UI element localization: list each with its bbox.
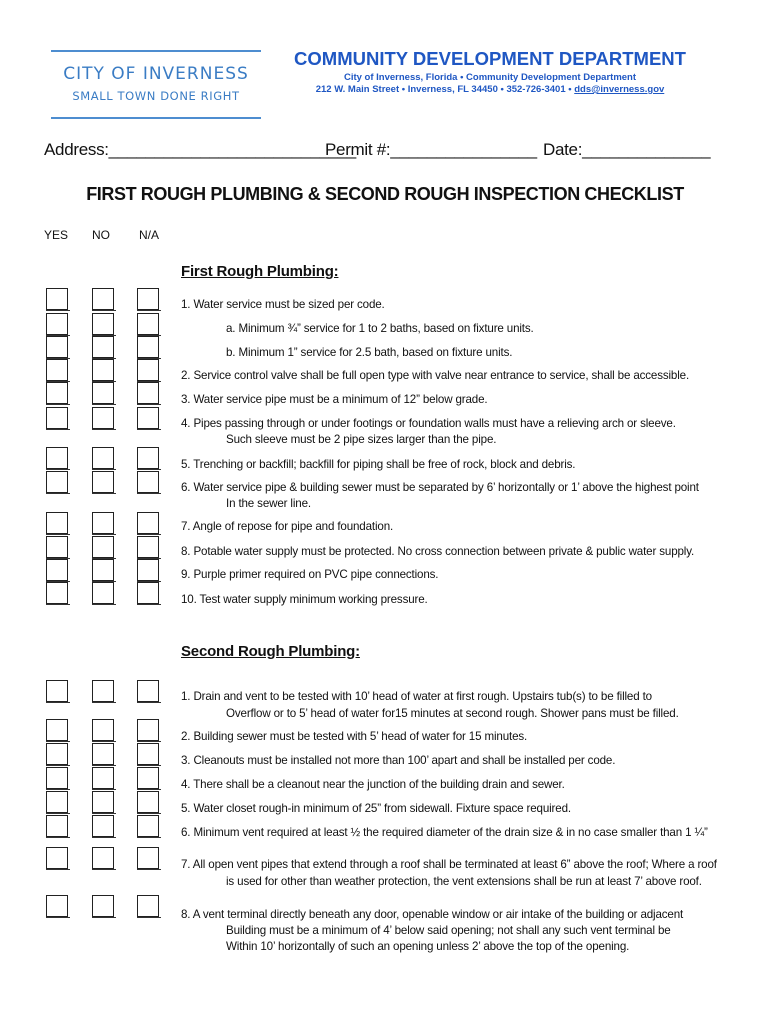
second-item-1-cont: Overflow or to 5’ head of water for15 minutes at second rough. Shower pans must be filled. xyxy=(226,707,679,720)
second-item-8-cont-2: Within 10’ horizontally of such an opening unless 2’ above the top of the opening. xyxy=(226,940,630,953)
first-item-1a: a. Minimum ¾” service for 1 to 2 baths, based on fixture units. xyxy=(226,322,534,335)
department-line-1: City of Inverness, Florida • Community Development Department xyxy=(343,72,637,83)
checkbox-underline xyxy=(92,702,116,703)
second-item-8: 8. A vent terminal directly beneath any door, openable window or air intake of the building or adjacent xyxy=(181,908,684,921)
checkbox-underline xyxy=(92,310,116,311)
address-field[interactable]: Address:___________________________ xyxy=(44,140,356,159)
checkbox-yes-row-4[interactable] xyxy=(46,359,68,381)
checkbox-yes-row-19[interactable] xyxy=(46,847,68,869)
checkbox-no-row-6[interactable] xyxy=(92,407,114,429)
checkbox-no-row-17[interactable] xyxy=(92,791,114,813)
checkbox-underline xyxy=(137,789,161,790)
checkbox-underline xyxy=(46,789,70,790)
checkbox-na-row-14[interactable] xyxy=(137,719,159,741)
checkbox-underline xyxy=(46,534,70,535)
checkbox-underline xyxy=(137,534,161,535)
first-item-4: 4. Pipes passing through or under footings or foundation walls must have a relieving arch or sleeve. xyxy=(181,417,676,430)
checkbox-yes-row-18[interactable] xyxy=(46,815,68,837)
checkbox-yes-row-9[interactable] xyxy=(46,512,68,534)
checkbox-no-row-14[interactable] xyxy=(92,719,114,741)
checkbox-underline xyxy=(92,917,116,918)
checkbox-yes-row-2[interactable] xyxy=(46,313,68,335)
checkbox-na-row-13[interactable] xyxy=(137,680,159,702)
checkbox-no-row-4[interactable] xyxy=(92,359,114,381)
checkbox-underline xyxy=(137,493,161,494)
logo-subtitle: SMALL TOWN DONE RIGHT xyxy=(72,89,240,103)
second-item-2: 2. Building sewer must be tested with 5’ head of water for 15 minutes. xyxy=(181,730,528,743)
second-item-7-cont: is used for other than weather protection, the vent extensions shall be run at least 7’ above roof. xyxy=(226,875,702,888)
checkbox-yes-row-10[interactable] xyxy=(46,536,68,558)
first-rough-heading: First Rough Plumbing: xyxy=(181,263,339,280)
column-no: NO xyxy=(92,228,110,242)
checkbox-na-row-15[interactable] xyxy=(137,743,159,765)
checkbox-yes-row-12[interactable] xyxy=(46,582,68,604)
checkbox-na-row-19[interactable] xyxy=(137,847,159,869)
checkbox-underline xyxy=(137,869,161,870)
checkbox-na-row-20[interactable] xyxy=(137,895,159,917)
checkbox-underline xyxy=(137,741,161,742)
checkbox-yes-row-14[interactable] xyxy=(46,719,68,741)
logo-top-rule xyxy=(51,50,261,52)
checkbox-no-row-1[interactable] xyxy=(92,288,114,310)
department-address: 212 W. Main Street • Inverness, FL 34450 • 352-726-3401 • xyxy=(315,84,575,95)
checkbox-na-row-3[interactable] xyxy=(137,336,159,358)
checkbox-na-row-1[interactable] xyxy=(137,288,159,310)
second-item-8-cont-1: Building must be a minimum of 4’ below said opening; not shall any such vent terminal be xyxy=(226,924,671,937)
permit-field[interactable]: Permit #:________________ xyxy=(325,140,537,159)
checkbox-na-row-10[interactable] xyxy=(137,536,159,558)
checkbox-yes-row-5[interactable] xyxy=(46,382,68,404)
checkbox-yes-row-3[interactable] xyxy=(46,336,68,358)
first-item-7: 7. Angle of repose for pipe and foundation. xyxy=(181,520,394,533)
checkbox-underline xyxy=(46,429,70,430)
column-yes: YES xyxy=(44,228,69,242)
checkbox-yes-row-11[interactable] xyxy=(46,559,68,581)
first-item-3: 3. Water service pipe must be a minimum of 12” below grade. xyxy=(181,393,488,406)
checkbox-no-row-2[interactable] xyxy=(92,313,114,335)
checkbox-underline xyxy=(92,741,116,742)
checkbox-no-row-5[interactable] xyxy=(92,382,114,404)
checkbox-underline xyxy=(92,604,116,605)
checkbox-underline xyxy=(46,869,70,870)
checkbox-underline xyxy=(46,310,70,311)
checkbox-na-row-11[interactable] xyxy=(137,559,159,581)
checkbox-underline xyxy=(46,813,70,814)
department-address-line xyxy=(280,84,700,95)
checkbox-no-row-10[interactable] xyxy=(92,536,114,558)
second-item-1: 1. Drain and vent to be tested with 10’ head of water at first rough. Upstairs tub(s) to be filled to xyxy=(181,690,652,703)
checkbox-yes-row-20[interactable] xyxy=(46,895,68,917)
checkbox-no-row-18[interactable] xyxy=(92,815,114,837)
checkbox-underline xyxy=(92,813,116,814)
checkbox-underline xyxy=(137,765,161,766)
checkbox-no-row-11[interactable] xyxy=(92,559,114,581)
checkbox-na-row-12[interactable] xyxy=(137,582,159,604)
department-title: COMMUNITY DEVELOPMENT DEPARTMENT xyxy=(294,48,686,69)
checkbox-underline xyxy=(137,837,161,838)
checkbox-na-row-2[interactable] xyxy=(137,313,159,335)
checkbox-underline xyxy=(46,493,70,494)
checkbox-yes-row-6[interactable] xyxy=(46,407,68,429)
first-item-10: 10. Test water supply minimum working pressure. xyxy=(181,593,428,606)
checkbox-no-row-19[interactable] xyxy=(92,847,114,869)
checkbox-underline xyxy=(137,469,161,470)
checkbox-underline xyxy=(92,534,116,535)
checkbox-underline xyxy=(92,837,116,838)
first-item-2: 2. Service control valve shall be full open type with valve near entrance to service, shall be accessible. xyxy=(181,369,690,382)
second-item-6: 6. Minimum vent required at least ½ the required diameter of the drain size & in no case smaller than 1 ¼” xyxy=(181,826,708,839)
checkbox-no-row-12[interactable] xyxy=(92,582,114,604)
second-rough-heading: Second Rough Plumbing: xyxy=(181,643,360,660)
logo-title: CITY OF INVERNESS xyxy=(63,64,249,84)
checkbox-yes-row-7[interactable] xyxy=(46,447,68,469)
checkbox-na-row-17[interactable] xyxy=(137,791,159,813)
first-item-5: 5. Trenching or backfill; backfill for piping shall be free of rock, block and debris. xyxy=(181,458,576,471)
checkbox-underline xyxy=(137,813,161,814)
second-item-7: 7. All open vent pipes that extend through a roof shall be terminated at least 6” above the roof; Where a roof xyxy=(181,858,717,871)
checkbox-underline xyxy=(46,837,70,838)
checklist-title: FIRST ROUGH PLUMBING & SECOND ROUGH INSPECTION CHECKLIST xyxy=(86,184,684,204)
checkbox-underline xyxy=(92,789,116,790)
checkbox-underline xyxy=(92,469,116,470)
checkbox-yes-row-13[interactable] xyxy=(46,680,68,702)
checkbox-yes-row-1[interactable] xyxy=(46,288,68,310)
checkbox-underline xyxy=(46,765,70,766)
logo-bottom-rule xyxy=(51,117,261,119)
checkbox-no-row-9[interactable] xyxy=(92,512,114,534)
checkbox-na-row-8[interactable] xyxy=(137,471,159,493)
checkbox-underline xyxy=(92,429,116,430)
second-item-4: 4. There shall be a cleanout near the junction of the building drain and sewer. xyxy=(181,778,565,791)
checkbox-underline xyxy=(137,310,161,311)
checkbox-underline xyxy=(46,404,70,405)
checkbox-na-row-18[interactable] xyxy=(137,815,159,837)
checkbox-na-row-7[interactable] xyxy=(137,447,159,469)
checkbox-na-row-4[interactable] xyxy=(137,359,159,381)
checkbox-no-row-16[interactable] xyxy=(92,767,114,789)
checkbox-underline xyxy=(92,493,116,494)
second-item-3: 3. Cleanouts must be installed not more than 100’ apart and shall be installed per code. xyxy=(181,754,616,767)
checkbox-yes-row-8[interactable] xyxy=(46,471,68,493)
checkbox-na-row-9[interactable] xyxy=(137,512,159,534)
checkbox-underline xyxy=(137,604,161,605)
date-field[interactable]: Date:______________ xyxy=(543,140,711,159)
checkbox-underline xyxy=(137,429,161,430)
checkbox-underline xyxy=(137,917,161,918)
checkbox-na-row-16[interactable] xyxy=(137,767,159,789)
checkbox-underline xyxy=(46,741,70,742)
column-na: N/A xyxy=(139,228,160,242)
second-item-5: 5. Water closet rough-in minimum of 25” from sidewall. Fixture space required. xyxy=(181,802,571,815)
checkbox-na-row-6[interactable] xyxy=(137,407,159,429)
first-item-8: 8. Potable water supply must be protected. No cross connection between private & public water supply. xyxy=(181,545,695,558)
first-item-6: 6. Water service pipe & building sewer must be separated by 6’ horizontally or 1’ above the highest point xyxy=(181,481,699,494)
checkbox-underline xyxy=(46,604,70,605)
checkbox-underline xyxy=(46,702,70,703)
checkbox-underline xyxy=(92,404,116,405)
checkbox-no-row-15[interactable] xyxy=(92,743,114,765)
checkbox-no-row-13[interactable] xyxy=(92,680,114,702)
checkbox-underline xyxy=(46,469,70,470)
first-item-6-cont: In the sewer line. xyxy=(226,497,311,510)
first-item-1b: b. Minimum 1” service for 2.5 bath, based on fixture units. xyxy=(226,346,513,359)
checkbox-no-row-20[interactable] xyxy=(92,895,114,917)
checkbox-underline xyxy=(137,404,161,405)
checkbox-underline xyxy=(137,702,161,703)
checkbox-no-row-3[interactable] xyxy=(92,336,114,358)
checkbox-underline xyxy=(92,869,116,870)
email-link[interactable]: dds@inverness.gov xyxy=(574,84,665,95)
checkbox-underline xyxy=(46,917,70,918)
checkbox-underline xyxy=(92,765,116,766)
checkbox-yes-row-15[interactable] xyxy=(46,743,68,765)
checkbox-yes-row-16[interactable] xyxy=(46,767,68,789)
checkbox-na-row-5[interactable] xyxy=(137,382,159,404)
first-item-1: 1. Water service must be sized per code. xyxy=(181,298,385,311)
first-item-9: 9. Purple primer required on PVC pipe connections. xyxy=(181,568,439,581)
checkbox-no-row-8[interactable] xyxy=(92,471,114,493)
first-item-4-cont: Such sleeve must be 2 pipe sizes larger than the pipe. xyxy=(226,433,497,446)
checkbox-yes-row-17[interactable] xyxy=(46,791,68,813)
checkbox-no-row-7[interactable] xyxy=(92,447,114,469)
